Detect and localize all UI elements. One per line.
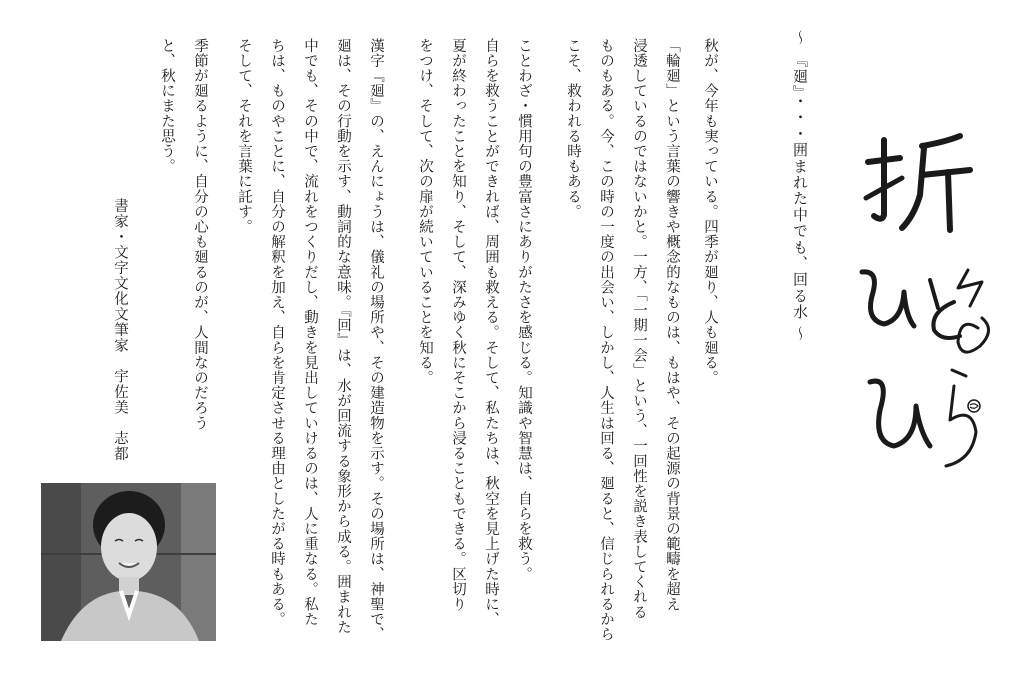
line: 廻は、その行動を示す、動詞的な意味。『回』は、水が回流する象形から成る。囲まれた	[335, 38, 351, 635]
author-photo	[41, 483, 216, 641]
line: 自らを救うことができれば、周囲も救える。そして、私たちは、秋空を見上げた時に、	[483, 38, 499, 627]
line: 浸透しているのではないかと。一方、「一期一会」という、一回性を説き表してくれる	[631, 38, 647, 620]
calligraphy-title-graphic	[850, 120, 1010, 480]
paragraph-1	[693, 38, 726, 385]
paragraph-2	[556, 38, 688, 642]
author-signature: 書家・文字文化文筆家 宇佐美 志都	[112, 198, 128, 462]
line: と、秋にまた思う。	[159, 38, 175, 174]
line: 秋が、今年も実っている。四季が廻り、人も廻る。	[702, 38, 718, 386]
line: 漢字『廻』の、えんにょうは、儀礼の場所や、その建造物を示す。その場所は、神聖で、	[368, 38, 384, 642]
line: ちは、ものやことに、自分の解釈を加え、自らを肯定させる理由としたがる時もある。	[269, 38, 285, 627]
line: ことわざ・慣用句の豊富さにありがたさを感じる。知識や智慧は、自らを救う。	[516, 38, 532, 582]
paragraph-5	[150, 38, 216, 431]
line: 「輪廻」という言葉の響きや概念的なものは、もはや、その起源の背景の範疇を超え	[664, 38, 680, 612]
calligraphy-title	[850, 120, 1010, 480]
paragraph-3	[408, 38, 540, 627]
line: をつけ、そして、次の扉が続いていることを知る。	[417, 38, 433, 386]
line: 季節が廻るように、自分の心も廻るのが、人間なのだろう	[192, 38, 208, 431]
paragraph-4	[227, 38, 392, 642]
line: 中でも、その中で、流れをつくりだし、動きを見出していけるのは、人に重なる。私た	[302, 38, 318, 627]
line: こそ、救われる時もある。	[565, 38, 581, 220]
line: 夏が終わったことを知り、そして、深みゆく秋にそこから浸ることもできる。区切り	[450, 38, 466, 612]
subtitle: 〜 『廻』・・・囲まれた中でも、回る水 〜	[791, 30, 809, 343]
line: そして、それを言葉に託す。	[236, 38, 252, 235]
line: ものもある。今、この時の一度の出会い、しかし、人生は回る、廻ると、信じられるから	[598, 38, 614, 642]
